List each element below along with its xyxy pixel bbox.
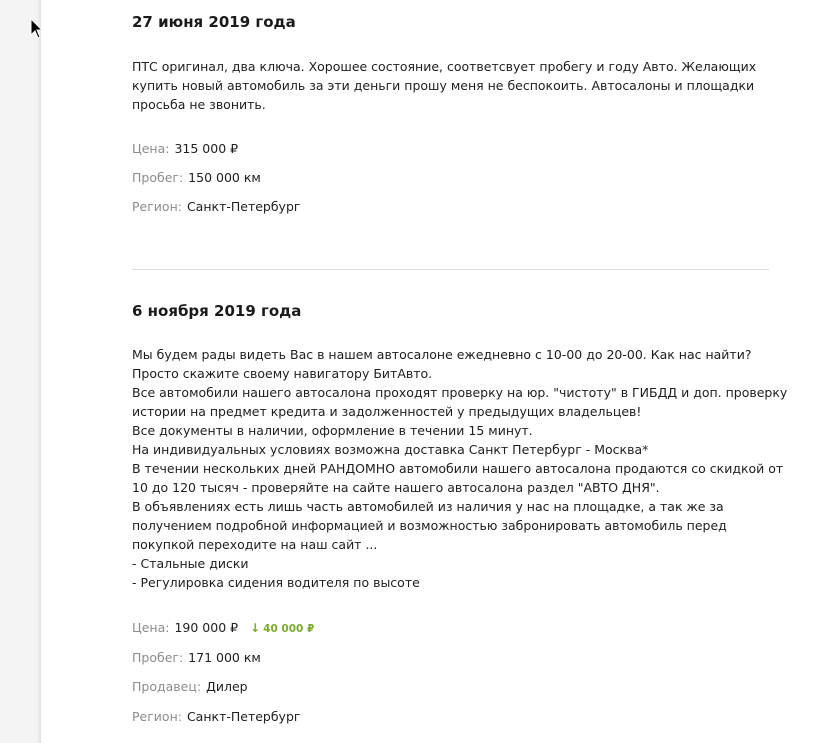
mileage-value: 150 000 км [188, 170, 261, 185]
description-line: ПТС оригинал, два ключа. Хорошее состояние, соответсвует пробегу и году Авто. Желающих [132, 59, 757, 74]
region-value: Санкт-Петербург [186, 199, 301, 214]
price-label: Цена: [132, 141, 170, 156]
region-label: Регион: [132, 709, 182, 724]
description-line: На индивидуальных условиях возможна доставка Санкт Петербург - Москва* [132, 442, 649, 457]
region-field [132, 708, 300, 726]
region-value: Санкт-Петербург [186, 709, 301, 724]
region-field [132, 198, 300, 216]
description-line: - Регулировка сидения водителя по высоте [132, 575, 420, 590]
mouse-pointer-icon [30, 18, 44, 40]
mileage-label: Пробег: [132, 650, 184, 665]
mileage-field [132, 649, 261, 667]
mileage-field [132, 169, 261, 187]
price-value: 190 000 ₽ [174, 620, 239, 635]
price-field [132, 619, 314, 638]
description-line: получением подробной информацией и возможностью забронировать автомобиль перед [132, 518, 727, 533]
region-label: Регион: [132, 199, 182, 214]
left-rail [0, 0, 41, 743]
mileage-value: 171 000 км [188, 650, 261, 665]
price-value: 315 000 ₽ [174, 141, 239, 156]
description-line: В объявлениях есть лишь часть автомобилей из наличия у нас на площадке, а так же за [132, 499, 724, 514]
entry-description [132, 345, 787, 592]
description-line: просьба не звонить. [132, 97, 266, 112]
price-field [132, 140, 238, 158]
seller-label: Продавец: [132, 679, 202, 694]
price-drop-badge [250, 619, 314, 638]
seller-value: Дилер [206, 679, 248, 694]
entry-date: 6 ноября 2019 года [132, 302, 302, 320]
description-line: - Стальные диски [132, 556, 249, 571]
history-entry [132, 301, 301, 321]
price-label: Цена: [132, 620, 170, 635]
description-line: Просто скажите своему навигатору БитАвто. [132, 366, 433, 381]
description-line: покупкой переходите на наш сайт ... [132, 537, 378, 552]
price-drop-value: 40 000 ₽ [263, 623, 315, 635]
description-line: В течении нескольких дней РАНДОМНО автомобили нашего автосалона продаются со скидкой от [132, 461, 784, 476]
seller-field [132, 678, 248, 696]
entry-description [132, 57, 756, 114]
description-line: Все автомобили нашего автосалона проходят проверку на юр. "чистоту" в ГИБДД и доп. проверку [132, 385, 788, 400]
entry-date: 27 июня 2019 года [132, 13, 296, 31]
description-line: 10 до 120 тысяч - проверяйте на сайте нашего автосалона раздел "АВТО ДНЯ". [132, 480, 660, 495]
entry-divider [132, 269, 769, 270]
description-line: купить новый автомобиль за эти деньги прошу меня не беспокоить. Автосалоны и площадки [132, 78, 755, 93]
description-line: Все документы в наличии, оформление в течении 15 минут. [132, 423, 533, 438]
history-entry [132, 12, 296, 32]
arrow-down-icon: ↓ [250, 621, 261, 635]
description-line: истории на предмет кредита и задолженностей у предыдущих владельцев! [132, 404, 642, 419]
mileage-label: Пробег: [132, 170, 184, 185]
description-line: Мы будем рады видеть Вас в нашем автосалоне ежедневно с 10-00 до 20-00. Как нас найти? [132, 347, 752, 362]
